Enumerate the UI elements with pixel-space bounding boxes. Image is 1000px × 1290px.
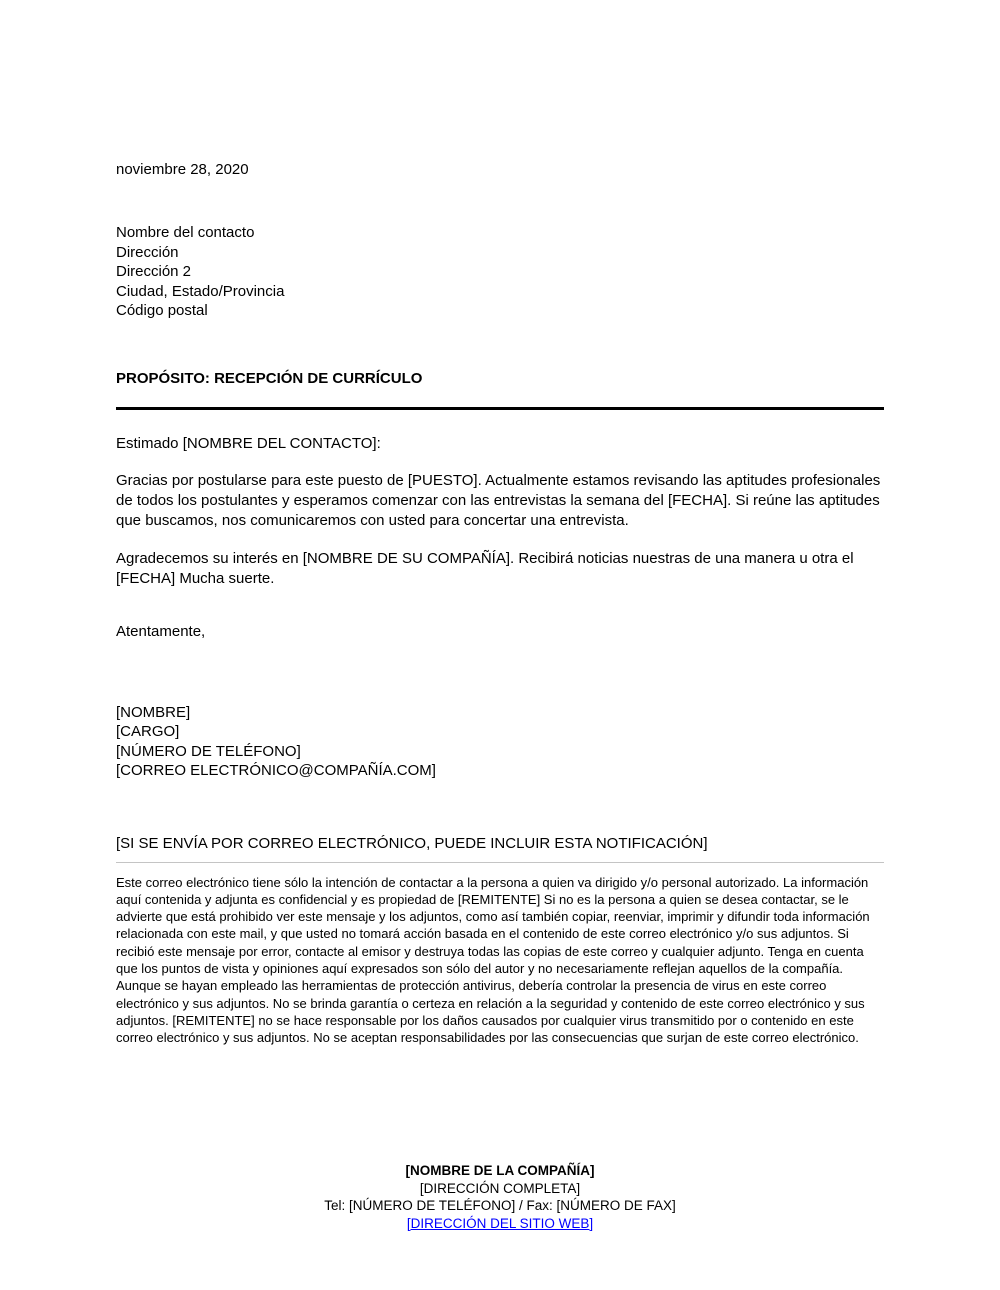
signature-line: [CORREO ELECTRÓNICO@COMPAÑÍA.COM] xyxy=(116,762,436,779)
recipient-line: Dirección 2 xyxy=(116,263,192,280)
closing-line: Atentamente, xyxy=(116,622,206,640)
letter-date: noviembre 28, 2020 xyxy=(116,161,249,178)
footer-company-name: [NOMBRE DE LA COMPAÑÍA] xyxy=(405,1163,595,1178)
signature-line: [NÚMERO DE TELÉFONO] xyxy=(116,742,301,760)
salutation: Estimado [NOMBRE DEL CONTACTO]: xyxy=(116,434,381,452)
signature-line: [CARGO] xyxy=(116,723,180,740)
recipient-address-block xyxy=(116,223,884,321)
footer-address: [DIRECCIÓN COMPLETA] xyxy=(419,1180,581,1196)
letter-content xyxy=(116,160,884,1046)
recipient-line: Código postal xyxy=(116,302,208,319)
disclaimer-text: Este correo electrónico tiene sólo la intención de contactar a la persona a quien va dirigido y/o personal autorizado. La información aquí contenida y adjunta es confidencial y es propiedad de [REMITENTE] Si no es la persona a quien se desea contactar, se le advierte que está prohibido ver este mensaje y los adjuntos, como así también copiar, reenviar, imprimir y difundir toda información relacionada con este mail, y que usted no tomará acción basada en el contenido de este correo electrónico y/o sus adjuntos. Si recibió este mensaje por error, contacte al emisor y destruya todas las copias de este correo y cualquier adjunto. Tenga en cuenta que los puntos de vista y opiniones aquí expresados son sólo del autor y no necesariamente reflejan aquellos de la compañía. Aunque se hayan empleado las herramientas de protección antivirus, debería controlar la presencia de virus en este correo electrónico y sus adjuntos. No se brinda garantía o certeza en relación a la seguridad y contenido de este correo electrónico y sus adjuntos. [REMITENTE] no se hace responsable por los daños causados por cualquier virus transmitido por o contenido en este correo electrónico y sus adjuntos. No se aceptan responsabilidades por las consecuencias que surjan de este correo electrónico. xyxy=(116,874,870,1046)
recipient-line: Nombre del contacto xyxy=(116,224,255,241)
signature-line: [NOMBRE] xyxy=(116,703,191,721)
page-footer xyxy=(0,1162,1000,1232)
subject-divider xyxy=(116,407,884,410)
footer-website-link[interactable]: [DIRECCIÓN DEL SITIO WEB] xyxy=(406,1215,594,1231)
signature-block xyxy=(116,703,884,781)
body-paragraph: Agradecemos su interés en [NOMBRE DE SU COMPAÑÍA]. Recibirá noticias nuestras de una manera u otra el [FECHA] Mucha suerte. xyxy=(116,549,854,587)
footer-phone-fax: Tel: [NÚMERO DE TELÉFONO] / Fax: [NÚMERO DE FAX] xyxy=(324,1198,676,1213)
notice-divider xyxy=(116,862,884,863)
notice-heading: [SI SE ENVÍA POR CORREO ELECTRÓNICO, PUEDE INCLUIR ESTA NOTIFICACIÓN] xyxy=(116,834,708,852)
recipient-line: Ciudad, Estado/Provincia xyxy=(116,282,285,300)
recipient-line: Dirección xyxy=(116,243,179,261)
subject-line: PROPÓSITO: RECEPCIÓN DE CURRÍCULO xyxy=(116,369,423,387)
body-paragraph: Gracias por postularse para este puesto de [PUESTO]. Actualmente estamos revisando las aptitudes profesionales de todos los postulantes y esperamos comenzar con las entrevistas la semana del [FECHA]. Si reúne las aptitudes que buscamos, nos comunicaremos con usted para concertar una entrevista. xyxy=(116,471,881,529)
